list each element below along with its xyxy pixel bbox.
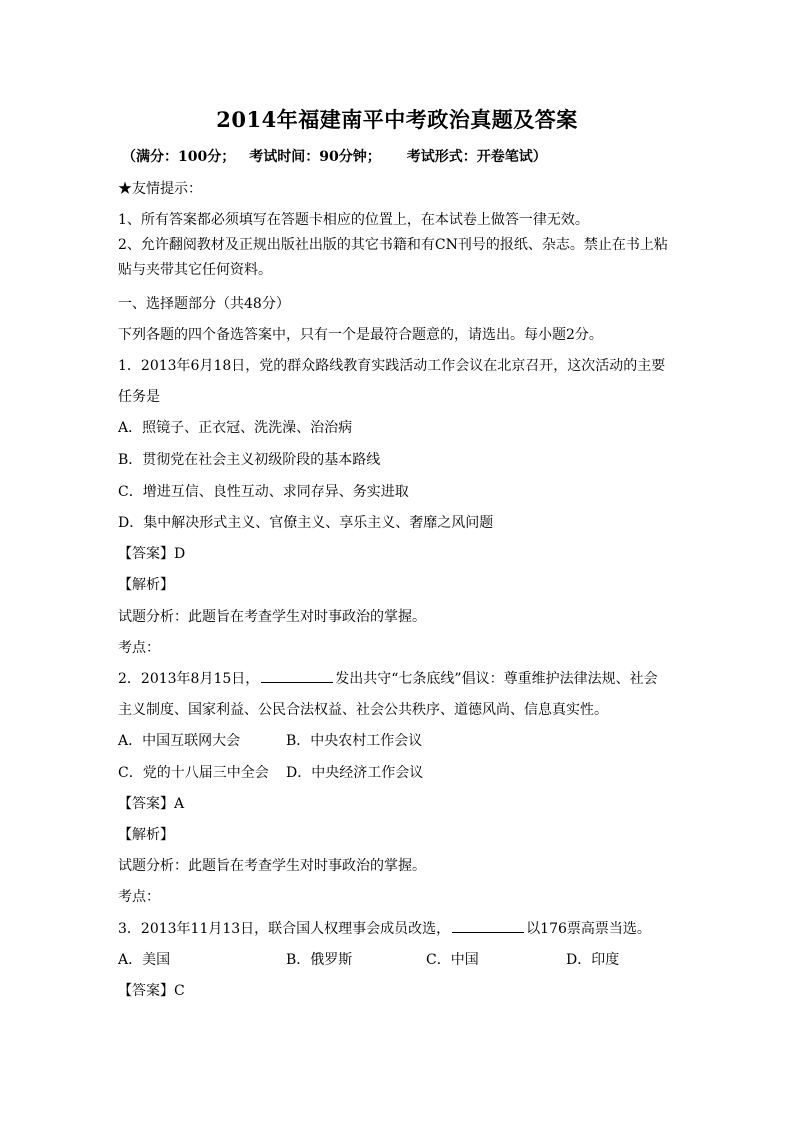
section-instruction: 下列各题的四个备选答案中，只有一个是最符合题意的，请选出。每小题2分。 (118, 327, 603, 343)
q2-answer-blank (261, 670, 333, 683)
q1-kaodian: 考点： (118, 640, 160, 656)
meta-time: 考试时间：90分钟； (249, 149, 381, 165)
q3-option-c: C．中国 (426, 952, 479, 968)
exam-meta (122, 146, 547, 166)
q2-stem-prefix: 2．2013年8月15日， (118, 671, 260, 687)
q2-answer: 【答案】A (118, 796, 185, 812)
q1-stem-line-2: 任务是 (118, 389, 160, 405)
meta-form: 考试形式：开卷笔试） (406, 149, 547, 165)
q2-stem-suffix: 发出共守“七条底线”倡议：尊重维护法律法规、社会 (335, 671, 658, 687)
q1-analysis-heading: 【解析】 (118, 577, 174, 593)
q2-kaodian: 考点： (118, 889, 160, 905)
tip-1: 1、所有答案都必须填写在答题卡相应的位置上，在本试卷上做答一律无效。 (118, 212, 589, 228)
q1-option-d: D．集中解决形式主义、官僚主义、享乐主义、奢靡之风问题 (118, 515, 494, 531)
tip-2-line-2: 贴与夹带其它任何资料。 (118, 262, 272, 278)
q2-stem-line-1 (118, 668, 658, 688)
q3-option-d: D．印度 (566, 952, 620, 968)
q2-option-a: A．中国互联网大会 (118, 733, 241, 749)
tip-2-line-1: 2、允许翻阅教材及正规出版社出版的其它书籍和有CN刊号的报纸、杂志。禁止在书上粘 (118, 237, 668, 253)
q3-option-a: A．美国 (118, 952, 171, 968)
meta-score: （满分：100分； (122, 149, 236, 165)
q1-option-a: A．照镜子、正衣冠、洗洗澡、治治病 (118, 420, 353, 436)
tips-heading: ★友情提示： (118, 181, 202, 197)
q2-option-b: B．中央农村工作会议 (286, 733, 423, 749)
q2-option-c: C．党的十八届三中全会 (118, 765, 269, 781)
q3-stem-prefix: 3．2013年11月13日，联合国人权理事会成员改选， (118, 921, 451, 937)
q1-stem-line-1: 1．2013年6月18日，党的群众路线教育实践活动工作会议在北京召开，这次活动的主要 (118, 358, 666, 374)
q3-stem-suffix: 以176票高票当选。 (526, 921, 651, 937)
q1-analysis: 试题分析：此题旨在考查学生对时事政治的掌握。 (118, 609, 426, 625)
q3-option-b: B．俄罗斯 (286, 952, 353, 968)
q2-option-d: D．中央经济工作会议 (286, 765, 424, 781)
page-title: 2014年福建南平中考政治真题及答案 (216, 107, 578, 132)
q3-answer: 【答案】C (118, 983, 185, 999)
q2-analysis: 试题分析：此题旨在考查学生对时事政治的掌握。 (118, 858, 426, 874)
q1-option-c: C．增进互信、良性互动、求同存异、务实进取 (118, 484, 409, 500)
q1-answer: 【答案】D (118, 546, 186, 562)
q2-stem-line-2: 主义制度、国家利益、公民合法权益、社会公共秩序、道德风尚、信息真实性。 (118, 702, 608, 718)
q3-stem (118, 918, 651, 938)
q2-analysis-heading: 【解析】 (118, 827, 174, 843)
q3-answer-blank (452, 920, 524, 933)
section-heading: 一、选择题部分（共48分） (118, 296, 290, 312)
q1-option-b: B．贯彻党在社会主义初级阶段的基本路线 (118, 452, 381, 468)
